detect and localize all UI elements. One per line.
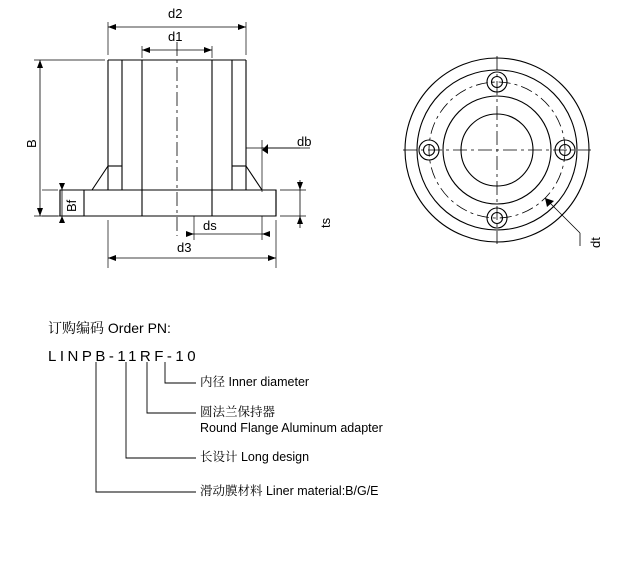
dim-label-ds: ds — [203, 218, 217, 233]
order-pn-code: LINPB-11RF-10 — [48, 348, 200, 365]
dim-label-d3: d3 — [177, 240, 192, 255]
order-pn-title: 订购编码 Order PN: — [48, 320, 171, 336]
dim-label-ts: ts — [318, 217, 333, 228]
callout-long-design: 长设计 Long design — [200, 450, 310, 464]
dim-label-d2: d2 — [168, 6, 183, 21]
dim-label-Bf: Bf — [64, 199, 79, 212]
dim-label-d1: d1 — [168, 29, 183, 44]
callout-round-flange-adapter-line2: Round Flange Aluminum adapter — [200, 421, 383, 435]
flange-plate-outline — [60, 190, 276, 216]
dim-label-B: B — [24, 139, 39, 148]
callout-round-flange-adapter-line1: 圆法兰保持器 — [200, 405, 276, 419]
callout-liner-material: 滑动膜材料 Liner material:B/G/E — [200, 484, 379, 498]
callout-inner-diameter: 内径 Inner diameter — [200, 375, 310, 389]
dim-label-dt: dt — [588, 237, 603, 248]
dim-label-db: db — [297, 134, 312, 149]
